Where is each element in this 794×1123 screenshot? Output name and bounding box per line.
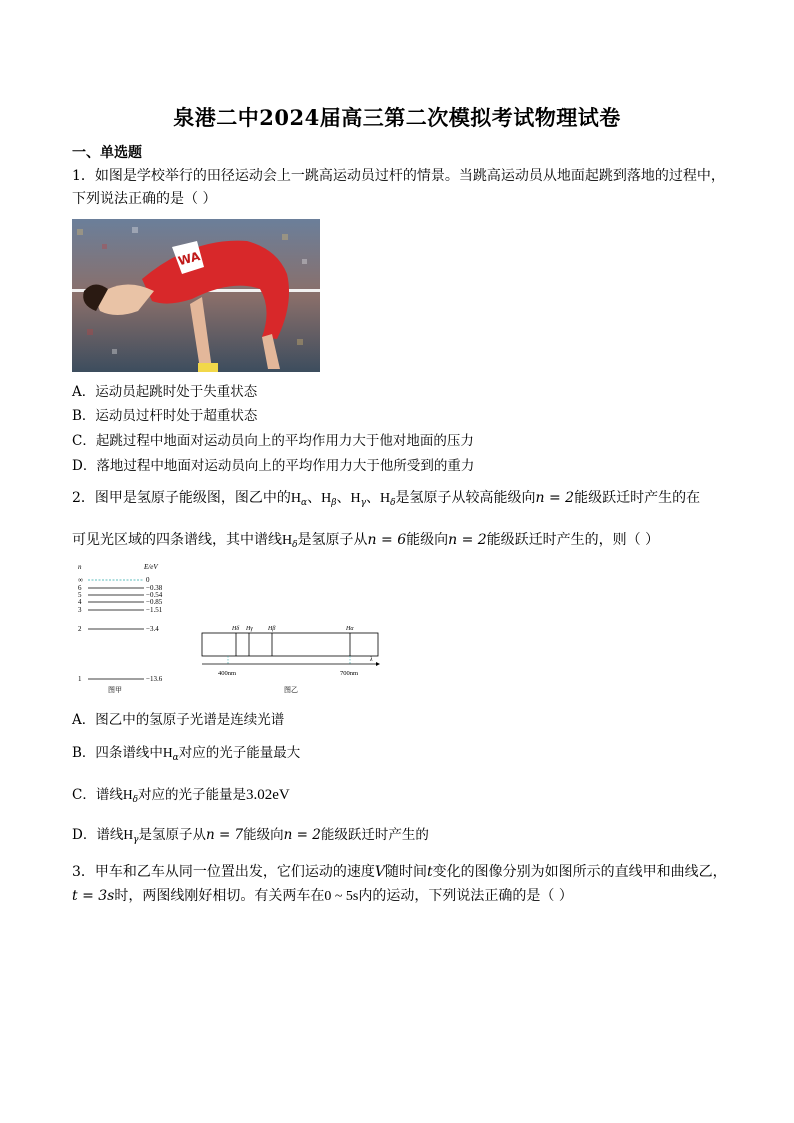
q2-text: 对应的光子能量是 <box>138 787 247 803</box>
energy-value: 3.02eV <box>246 787 290 803</box>
q1-option-d: D．落地过程中地面对运动员向上的平均作用力大于他所受到的重力 <box>72 458 475 474</box>
h-sub: γ <box>133 835 139 845</box>
q2-stem-line1 <box>72 488 700 513</box>
math-n6: n = 6 <box>367 532 407 548</box>
q2-text: 可见光区域的四条谱线，其中谱线 <box>72 532 282 548</box>
h-symbol: H <box>321 491 332 506</box>
q2-text: 能级跃迁时产生的 <box>320 827 429 843</box>
h-sub: β <box>331 498 337 508</box>
h-symbol: H <box>122 787 133 802</box>
q2-text: 2．图甲是氢原子能级图，图乙中的 <box>72 490 291 506</box>
q3-stem-line1 <box>72 862 727 882</box>
high-jump-photo <box>72 219 320 372</box>
level-n: ∞ <box>78 576 83 584</box>
axis-arrow <box>376 662 380 666</box>
level-e: −0.85 <box>146 598 163 606</box>
level-n: 2 <box>78 625 82 633</box>
q2-text: 是氢原子从较高能级向 <box>395 490 536 506</box>
h-sub: α <box>172 753 179 763</box>
level-n: 3 <box>78 606 82 614</box>
math-t3: t = 3s <box>72 888 115 904</box>
line-label: Hδ <box>232 626 240 632</box>
caption-left: 图甲 <box>108 686 122 694</box>
line-label: Hγ <box>246 626 253 632</box>
math-range: 0 ~ 5s <box>324 889 359 904</box>
h-symbol: H <box>123 827 134 842</box>
level-e: −0.54 <box>146 591 163 599</box>
q3-text: 内的运动，下列说法正确的是（ ） <box>358 888 573 904</box>
q2-option-a: A．图乙中的氢原子光谱是连续光谱 <box>72 712 285 728</box>
h-symbol: H <box>282 533 293 548</box>
col-e-label: E/eV <box>144 563 158 571</box>
h-symbol: H <box>350 491 361 506</box>
line-label: Hα <box>346 626 354 632</box>
h-sub: δ <box>292 540 298 550</box>
level-e: −0.38 <box>146 584 163 592</box>
h-symbol: H <box>162 745 173 760</box>
level-e: −13.6 <box>146 675 163 683</box>
h-sub: γ <box>360 498 366 508</box>
line-label: Hβ <box>268 626 276 632</box>
section-heading: 一、单选题 <box>72 145 142 161</box>
q3-stem-line2 <box>72 886 573 907</box>
h-sub: α <box>301 498 308 508</box>
q2-text: B．四条谱线中 <box>72 745 163 761</box>
q2-text: 能级跃迁时产生的在 <box>574 490 701 506</box>
q1-stem-line2: 下列说法正确的是（ ） <box>72 191 217 207</box>
axis-label-left: 400nm <box>218 670 237 677</box>
q1-stem-line1: 1．如图是学校举行的田径运动会上一跳高运动员过杆的情景。当跳高运动员从地面起跳到落地的过程中， <box>72 168 725 184</box>
q2-text: 是氢原子从 <box>297 532 368 548</box>
q3-text: 3．甲车和乙车从同一位置出发，它们运动的速度 <box>72 864 375 880</box>
page-title: 泉港二中2024届高三第二次模拟考试物理试卷 <box>173 105 621 130</box>
level-n: 5 <box>78 591 82 599</box>
q1-option-b: B．运动员过杆时处于超重状态 <box>72 408 258 424</box>
q2-option-c <box>72 785 290 810</box>
q1-option-c: C．起跳过程中地面对运动员向上的平均作用力大于他对地面的压力 <box>72 433 474 449</box>
math-n7: n = 7 <box>205 827 244 843</box>
q1-option-a: A．运动员起跳时处于失重状态 <box>72 384 258 400</box>
athlete-bib: WA <box>176 249 202 269</box>
math-n2: n = 2 <box>283 827 321 843</box>
h-symbol: H <box>290 491 302 506</box>
h-sub: δ <box>132 795 139 805</box>
math-n2: n = 2 <box>448 532 487 548</box>
math-v: V <box>374 864 386 880</box>
q2-text: C．谱线 <box>72 787 123 803</box>
col-n-label: n <box>78 563 82 571</box>
axis-label-right: 700nm <box>340 670 359 677</box>
caption-right: 图乙 <box>284 686 298 694</box>
q2-text: 是氢原子从 <box>138 827 206 843</box>
axis-symbol: λ <box>370 657 373 663</box>
level-n: 6 <box>78 584 82 592</box>
separator: 、 <box>336 490 351 506</box>
h-sub: δ <box>390 498 396 508</box>
q2-text: 能级向 <box>243 827 284 843</box>
q3-text: 随时间 <box>385 864 428 880</box>
q2-text: 对应的光子能量最大 <box>178 745 301 761</box>
q2-stem-line2 <box>72 530 659 555</box>
q2-text: 能级向 <box>406 532 449 548</box>
q3-text: 时，两图线刚好相切。有关两车在 <box>114 888 325 904</box>
energy-level-figure <box>74 560 384 696</box>
level-n: 4 <box>78 598 82 606</box>
q2-option-d <box>72 825 429 850</box>
q2-text: 能级跃迁时产生的，则（ ） <box>486 532 660 548</box>
separator: 、 <box>365 490 380 506</box>
separator: 、 <box>307 490 322 506</box>
level-e: 0 <box>146 576 150 584</box>
spectrum-box <box>202 633 378 656</box>
level-n: 1 <box>78 675 82 683</box>
q3-text: 变化的图像分别为如图所示的直线甲和曲线乙， <box>432 864 727 880</box>
h-symbol: H <box>379 491 391 506</box>
level-e: −3.4 <box>146 625 159 633</box>
q2-text: D．谱线 <box>72 827 124 843</box>
q2-option-b <box>72 743 300 768</box>
math-n2: n = 2 <box>535 490 575 506</box>
level-e: −1.51 <box>146 606 163 614</box>
math-t: t <box>427 864 433 880</box>
